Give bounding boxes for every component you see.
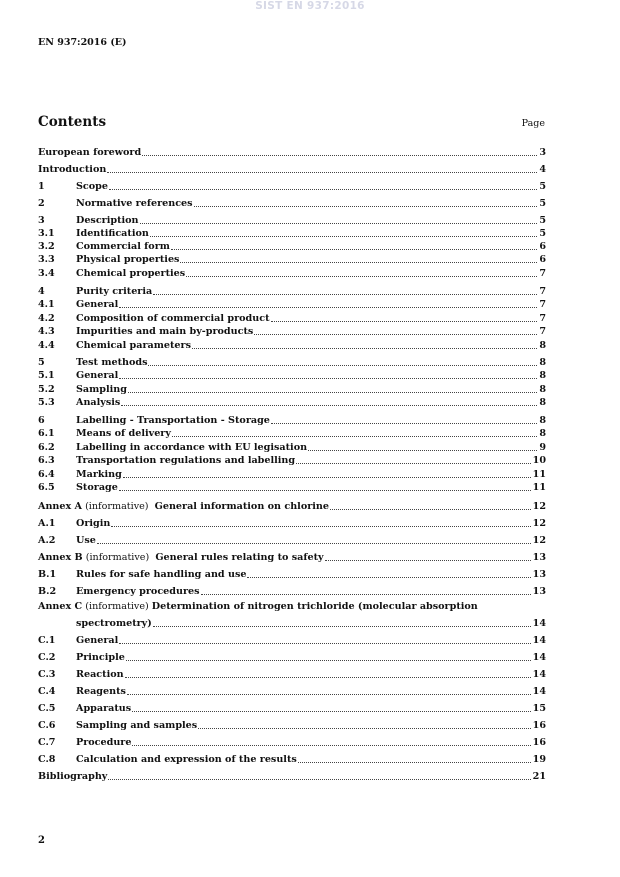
- toc-entry[interactable]: [38, 240, 546, 252]
- toc-entry-title-text: Impurities and main by-products: [76, 326, 254, 337]
- toc-entry[interactable]: [38, 253, 546, 265]
- toc-entry-title-text: Annex A: [38, 501, 83, 512]
- toc-entry-page: 12: [532, 518, 546, 529]
- toc-leader-dots: [111, 525, 530, 527]
- toc-entry[interactable]: [38, 468, 546, 480]
- toc-entry-page: 7: [539, 268, 546, 279]
- toc-entry-title-text: General: [76, 635, 119, 646]
- toc-leader-dots: [119, 377, 537, 379]
- toc-entry-page: 5: [539, 228, 546, 239]
- toc-entry-number: 6.2: [38, 442, 55, 453]
- toc-leader-dots: [198, 727, 530, 729]
- toc-entry-title-text: Test methods: [76, 357, 148, 368]
- toc-entry[interactable]: [38, 383, 546, 395]
- toc-entry-number: 4.1: [38, 299, 55, 310]
- toc-entry-page: 14: [532, 635, 546, 646]
- toc-leader-dots: [119, 306, 537, 308]
- toc-entry-title-text: Sampling: [76, 384, 127, 395]
- toc-entry-page: 9: [539, 442, 546, 453]
- toc-entry-title-text: Normative references: [76, 198, 193, 209]
- toc-entry-title: [76, 482, 118, 493]
- toc-entry[interactable]: [38, 481, 546, 493]
- toc-entry-title-text: Commercial form: [76, 241, 170, 252]
- toc-entry-title: [76, 228, 149, 239]
- toc-entry-title: [76, 215, 139, 226]
- page-number: 2: [38, 835, 45, 846]
- toc-entry-title: [76, 198, 193, 209]
- toc-entry-number: A.2: [38, 535, 56, 546]
- toc-entry-page: 6: [539, 241, 546, 252]
- toc-entry-number: C.1: [38, 635, 56, 646]
- toc-entry-page: 6: [539, 254, 546, 265]
- toc-leader-dots: [271, 320, 538, 322]
- toc-entry[interactable]: [38, 163, 546, 175]
- toc-entry-title: [38, 501, 329, 512]
- toc-entry-page: 7: [539, 299, 546, 310]
- toc-leader-dots: [148, 364, 537, 366]
- toc-entry-page: 11: [532, 482, 546, 493]
- toc-entry[interactable]: [38, 396, 546, 408]
- toc-entry-page: 14: [532, 618, 546, 629]
- contents-title: Contents: [38, 114, 107, 130]
- toc-entry[interactable]: [38, 668, 546, 680]
- toc-entry-title: [76, 703, 131, 714]
- toc-entry[interactable]: [38, 534, 546, 546]
- toc-entry-title: [76, 535, 96, 546]
- toc-entry-page: 19: [532, 754, 546, 765]
- toc-entry-title-text: Composition of commercial product: [76, 313, 270, 324]
- toc-entry-page: 5: [539, 198, 546, 209]
- toc-leader-dots: [128, 391, 537, 393]
- toc-entry[interactable]: [38, 585, 546, 597]
- toc-entry[interactable]: [38, 146, 546, 158]
- toc-entry-number: 3.4: [38, 268, 55, 279]
- toc-entry-title: [76, 326, 253, 337]
- toc-leader-dots: [126, 659, 531, 661]
- toc-entry-title: [76, 586, 200, 597]
- toc-entry-title: [76, 268, 185, 279]
- toc-entry-number: C.6: [38, 720, 56, 731]
- toc-entry[interactable]: [38, 298, 546, 310]
- toc-entry[interactable]: [38, 685, 546, 697]
- toc-leader-dots: [201, 593, 531, 595]
- toc-entry-number: 4: [38, 286, 45, 297]
- toc-entry-number: C.5: [38, 703, 56, 714]
- toc-entry-page: 12: [532, 501, 546, 512]
- toc-entry-title: [76, 720, 197, 731]
- toc-entry-title-text: General: [76, 299, 119, 310]
- toc-entry-number: C.2: [38, 652, 56, 663]
- toc-entry-number: C.8: [38, 754, 56, 765]
- annex-c-title: Determination of nitrogen trichloride (molecular absorption: [151, 601, 478, 612]
- toc-entry-title-text: Apparatus: [76, 703, 132, 714]
- toc-entry[interactable]: [38, 719, 546, 731]
- toc-entry[interactable]: [38, 651, 546, 663]
- toc-entry[interactable]: [38, 770, 546, 782]
- toc-entry-title-text: General: [76, 370, 119, 381]
- toc-entry-title: [76, 428, 171, 439]
- toc-entry-page: 7: [539, 326, 546, 337]
- toc-entry-title-text: Reagents: [76, 686, 126, 697]
- toc-entry-page: 5: [539, 181, 546, 192]
- toc-entry[interactable]: [38, 517, 546, 529]
- toc-entry[interactable]: [38, 369, 546, 381]
- toc-leader-dots: [186, 275, 537, 277]
- toc-entry-title: [76, 286, 152, 297]
- toc-entry-number: A.1: [38, 518, 56, 529]
- toc-entry-title: [76, 415, 270, 426]
- toc-entry-title-text: Bibliography: [38, 771, 108, 782]
- toc-leader-dots: [125, 676, 531, 678]
- toc-entry-number: 4.2: [38, 313, 55, 324]
- annex-c-qualifier: (informative): [82, 601, 152, 612]
- toc-leader-dots: [97, 542, 531, 544]
- toc-entry[interactable]: [38, 441, 546, 453]
- toc-entry-title: [38, 771, 107, 782]
- toc-leader-dots: [171, 248, 537, 250]
- toc-entry-number: 2: [38, 198, 45, 209]
- toc-entry-title-text: Identification: [76, 228, 149, 239]
- toc-entry-title: [76, 397, 120, 408]
- toc-leader-dots: [271, 422, 537, 424]
- toc-entry[interactable]: [38, 702, 546, 714]
- toc-entry[interactable]: [38, 214, 546, 226]
- toc-entry-title-text: Transportation regulations and labelling: [76, 455, 296, 466]
- toc-entry-page: 7: [539, 286, 546, 297]
- toc-entry-title-text: Use: [76, 535, 96, 546]
- toc-entry-page: 8: [539, 428, 546, 439]
- toc-entry-title: [76, 442, 307, 453]
- toc-leader-dots: [109, 188, 537, 190]
- page-column-label: Page: [521, 118, 545, 129]
- toc-entry-title: [38, 164, 106, 175]
- toc-entry-number: B.2: [38, 586, 57, 597]
- toc-entry-page: 8: [539, 340, 546, 351]
- toc-entry-title: [76, 455, 295, 466]
- toc-entry-page: 15: [532, 703, 546, 714]
- toc-entry[interactable]: [38, 414, 546, 426]
- toc-entry[interactable]: [38, 736, 546, 748]
- toc-entry-title: [76, 737, 131, 748]
- toc-entry-number: C.3: [38, 669, 56, 680]
- toc-leader-dots: [296, 462, 531, 464]
- toc-entry-page: 14: [532, 652, 546, 663]
- toc-entry-page: 13: [532, 552, 546, 563]
- toc-entry-page: 10: [532, 455, 546, 466]
- toc-entry-page: 8: [539, 397, 546, 408]
- toc-leader-dots: [254, 333, 537, 335]
- toc-entry-number: 5.3: [38, 397, 55, 408]
- toc-entry[interactable]: [38, 227, 546, 239]
- toc-entry[interactable]: [38, 551, 546, 563]
- toc-entry-title-text: Labelling in accordance with EU legisation: [76, 442, 308, 453]
- toc-entry[interactable]: [38, 568, 546, 580]
- toc-entry-title-text: Introduction: [38, 164, 107, 175]
- toc-entry[interactable]: [38, 617, 546, 629]
- toc-entry-title-text: Reaction: [76, 669, 124, 680]
- toc-entry-page: 14: [532, 669, 546, 680]
- toc-leader-dots: [132, 710, 530, 712]
- toc-leader-dots: [298, 761, 531, 763]
- toc-entry-page: 8: [539, 357, 546, 368]
- toc-entry-title-text: Purity criteria: [76, 286, 153, 297]
- toc-entry-number: 3: [38, 215, 45, 226]
- toc-entry-title-text: Description: [76, 215, 139, 226]
- toc-entry-page: 13: [532, 569, 546, 580]
- annex-c-label: Annex C: [38, 601, 83, 612]
- toc-entry-title: [76, 370, 118, 381]
- toc-leader-dots: [247, 576, 530, 578]
- toc-entry-title: [76, 652, 125, 663]
- toc-entry-title-text: Emergency procedures: [76, 586, 200, 597]
- toc-entry-qualifier: (informative): [82, 501, 155, 512]
- toc-leader-dots: [330, 508, 531, 510]
- toc-leader-dots: [153, 293, 537, 295]
- toc-entry-number: 6.1: [38, 428, 55, 439]
- toc-entry-title-text: European foreword: [38, 147, 142, 158]
- toc-entry-title-text: Marking: [76, 469, 122, 480]
- toc-entry-title-text: Rules for safe handling and use: [76, 569, 247, 580]
- toc-entry-page: 8: [539, 415, 546, 426]
- toc-entry-title-text: Storage: [76, 482, 118, 493]
- toc-entry-title-text: Sampling and samples: [76, 720, 198, 731]
- toc-entry-page: 21: [532, 771, 546, 782]
- toc-entry-title-text: Chemical parameters: [76, 340, 191, 351]
- toc-leader-dots: [325, 559, 531, 561]
- toc-entry-title-text: Chemical properties: [76, 268, 186, 279]
- toc-entry-title: [38, 552, 324, 563]
- toc-leader-dots: [121, 404, 537, 406]
- toc-entry-number: 5: [38, 357, 45, 368]
- toc-entry-number: 3.1: [38, 228, 55, 239]
- toc-entry[interactable]: [38, 356, 546, 368]
- toc-entry-page: 14: [532, 686, 546, 697]
- toc-entry[interactable]: [38, 500, 546, 512]
- toc-entry-title: [76, 254, 179, 265]
- toc-leader-dots: [142, 154, 537, 156]
- toc-entry-number: 4.4: [38, 340, 55, 351]
- toc-leader-dots: [127, 693, 531, 695]
- toc-entry-page: 13: [532, 586, 546, 597]
- toc-leader-dots: [153, 625, 531, 627]
- toc-entry-title-text: Origin: [76, 518, 111, 529]
- toc-entry[interactable]: [38, 285, 546, 297]
- toc-entry-title: [76, 569, 246, 580]
- toc-entry-number: 3.2: [38, 241, 55, 252]
- watermark: SIST EN 937:2016: [255, 0, 365, 12]
- toc-entry-title-text: Annex B: [38, 552, 83, 563]
- toc-entry-number: 1: [38, 181, 45, 192]
- toc-entry-page: 5: [539, 215, 546, 226]
- toc-entry[interactable]: [38, 634, 546, 646]
- toc-entry-title: [76, 313, 270, 324]
- toc-leader-dots: [180, 261, 537, 263]
- toc-entry-page: 3: [539, 147, 546, 158]
- toc-leader-dots: [172, 435, 537, 437]
- toc-entry-title: [76, 340, 191, 351]
- toc-entry-title: [76, 469, 122, 480]
- toc-entry-title: [76, 518, 110, 529]
- toc-entry-title: [76, 241, 170, 252]
- toc-entry-page: 16: [532, 737, 546, 748]
- toc-entry-title-text: Principle: [76, 652, 125, 663]
- toc-entry-title-text: Analysis: [76, 397, 121, 408]
- toc-leader-dots: [132, 744, 530, 746]
- toc-entry-page: 11: [532, 469, 546, 480]
- toc-leader-dots: [119, 642, 530, 644]
- toc-leader-dots: [123, 476, 531, 478]
- toc-entry-title: [76, 754, 297, 765]
- toc-leader-dots: [140, 222, 538, 224]
- toc-entry-page: 12: [532, 535, 546, 546]
- toc-entry-title-text: Calculation and expression of the results: [76, 754, 297, 765]
- document-header: EN 937:2016 (E): [38, 37, 127, 48]
- toc-entry-title: [76, 357, 147, 368]
- toc-leader-dots: [308, 449, 537, 451]
- toc-entry-title-text: Physical properties: [76, 254, 180, 265]
- toc-leader-dots: [119, 489, 531, 491]
- toc-entry-number: 5.1: [38, 370, 55, 381]
- toc-entry[interactable]: [38, 180, 546, 192]
- toc-entry-title: [38, 147, 141, 158]
- toc-entry-number: 6: [38, 415, 45, 426]
- toc-entry-number: 5.2: [38, 384, 55, 395]
- toc-entry-page: 16: [532, 720, 546, 731]
- toc-entry-number: C.7: [38, 737, 56, 748]
- toc-entry-number: 6.3: [38, 455, 55, 466]
- toc-entry-qualifier: (informative): [82, 552, 156, 563]
- toc-entry[interactable]: [38, 312, 546, 324]
- toc-entry-number: B.1: [38, 569, 57, 580]
- toc-entry-page: 8: [539, 384, 546, 395]
- toc-entry-page: 7: [539, 313, 546, 324]
- toc-entry[interactable]: [38, 339, 546, 351]
- toc-leader-dots: [107, 171, 537, 173]
- toc-entry-number: 6.4: [38, 469, 55, 480]
- toc-entry-title: [76, 181, 108, 192]
- toc-entry-title: [76, 669, 124, 680]
- toc-entry[interactable]: [38, 427, 546, 439]
- toc-entry-page: 4: [539, 164, 546, 175]
- toc-entry[interactable]: [38, 753, 546, 765]
- toc-leader-dots: [194, 205, 538, 207]
- toc-entry[interactable]: [38, 325, 546, 337]
- toc-leader-dots: [108, 778, 530, 780]
- toc-entry-title-text: Means of delivery: [76, 428, 171, 439]
- toc-entry-annex-title: General information on chlorine: [154, 501, 329, 512]
- toc-entry-number: C.4: [38, 686, 56, 697]
- toc-entry[interactable]: [38, 454, 546, 466]
- toc-entry-title: [76, 686, 126, 697]
- toc-entry-number: 3.3: [38, 254, 55, 265]
- toc-entry-page: 8: [539, 370, 546, 381]
- toc-entry-title: [76, 299, 118, 310]
- toc-entry-title-text: Procedure: [76, 737, 132, 748]
- toc-annex-c-heading[interactable]: [38, 601, 508, 612]
- toc-entry-title: [76, 384, 127, 395]
- toc-entry-number: 4.3: [38, 326, 55, 337]
- toc-entry-title-text: Labelling - Transportation - Storage: [76, 415, 270, 426]
- toc-entry-number: 6.5: [38, 482, 55, 493]
- toc-leader-dots: [192, 347, 537, 349]
- toc-entry-title-text: spectrometry): [76, 618, 152, 629]
- toc-entry[interactable]: [38, 197, 546, 209]
- toc-entry-annex-title: General rules relating to safety: [155, 552, 324, 563]
- toc-entry-title: [76, 618, 152, 629]
- toc-entry-title-text: Scope: [76, 181, 108, 192]
- toc-leader-dots: [150, 235, 537, 237]
- toc-entry-title: [76, 635, 118, 646]
- toc-entry[interactable]: [38, 267, 546, 279]
